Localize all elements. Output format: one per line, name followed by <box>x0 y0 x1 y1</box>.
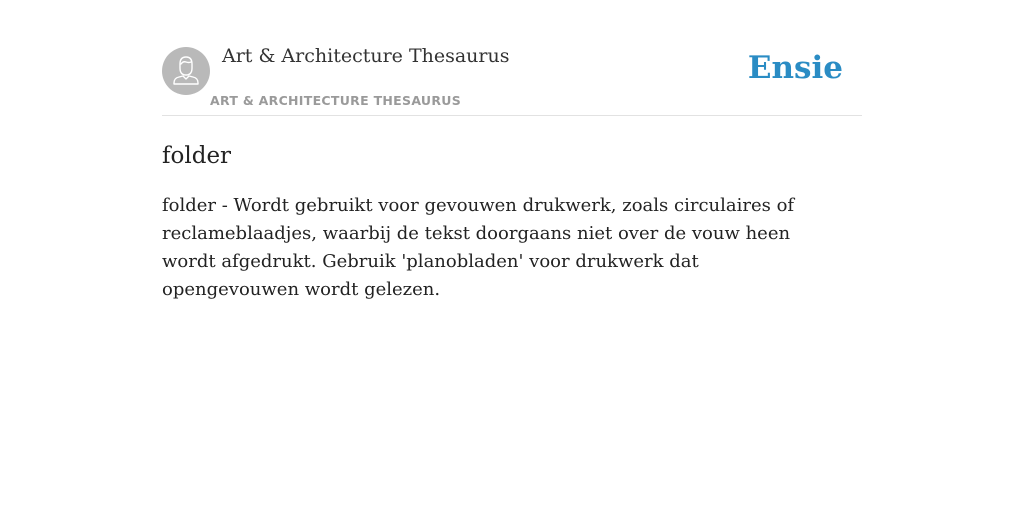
entry-definition: folder - Wordt gebruikt voor gevouwen drukwerk, zoals circulaires of reclameblaadjes, waarbij de tekst doorgaans niet over de vouw heen wordt afgedrukt. Gebruik 'planobladen' voor drukwerk dat opengevouwen wordt gelezen. <box>162 195 795 300</box>
entry-header <box>162 0 862 116</box>
source-title-link[interactable]: Art & Architecture Thesaurus <box>222 45 510 67</box>
ensie-logo[interactable]: Ensie <box>747 50 843 86</box>
avatar[interactable] <box>162 47 210 95</box>
source-subtitle: ART & ARCHITECTURE THESAURUS <box>210 93 462 108</box>
entry-term: folder <box>162 143 232 169</box>
user-silhouette-icon <box>162 47 210 95</box>
entry-card <box>162 0 862 304</box>
